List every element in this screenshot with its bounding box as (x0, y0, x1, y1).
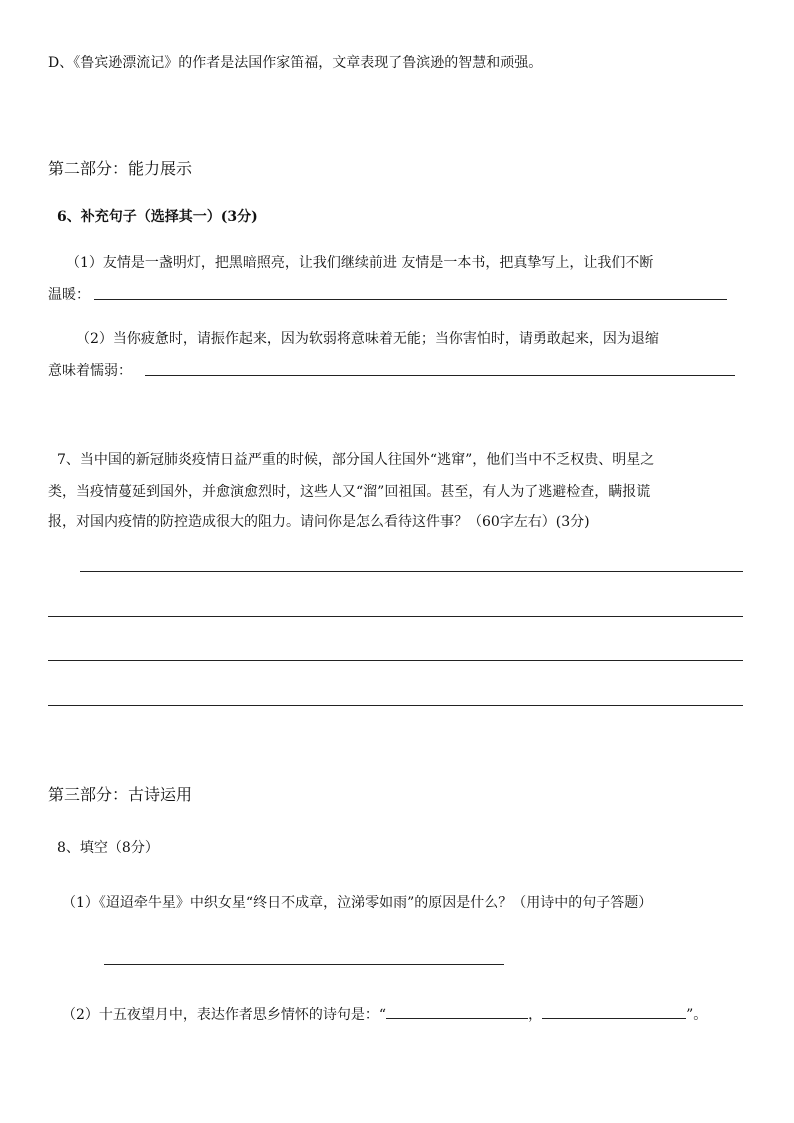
question-7-line-1: 7、当中国的新冠肺炎疫情日益严重的时候，部分国人往国外“逃窜”，他们当中不乏权贵、明星之 (57, 452, 655, 468)
q6-item-2-answer-line[interactable] (145, 375, 735, 376)
q8-item-1-answer-line[interactable] (104, 964, 504, 965)
q8-item-2-separator: ， (528, 1007, 543, 1023)
option-d: D、《鲁宾逊漂流记》的作者是法国作家笛福，文章表现了鲁滨逊的智慧和顽强。 (48, 55, 543, 71)
question-6-title: 6、补充句子（选择其一）(3分) (57, 209, 258, 225)
q7-answer-line-2[interactable] (48, 616, 743, 617)
q6-item-1-answer-line[interactable] (94, 299, 727, 300)
q8-item-2-prefix: （2）十五夜望月中，表达作者思乡情怀的诗句是：“ (62, 1007, 387, 1023)
q7-answer-line-1[interactable] (80, 571, 743, 572)
q8-item-2-blank-2[interactable] (542, 1004, 686, 1019)
q8-item-2 (62, 1004, 707, 1025)
q6-item-1-line-2: 温暖： (48, 287, 90, 303)
q8-item-2-blank-1[interactable] (386, 1004, 528, 1019)
question-7-line-3: 报，对国内疫情的防控造成很大的阻力。请问你是怎么看待这件事？（60字左右）(3分) (48, 514, 590, 530)
q7-answer-line-4[interactable] (48, 705, 743, 706)
q8-item-1: （1）《迢迢牵牛星》中织女星“终日不成章，泣涕零如雨”的原因是什么？（用诗中的句子答题） (62, 895, 653, 911)
q8-item-2-suffix: ”。 (686, 1007, 708, 1023)
question-8-title: 8、填空（8分） (57, 840, 159, 856)
part-2-heading: 第二部分：能力展示 (48, 159, 193, 178)
q7-answer-line-3[interactable] (48, 660, 743, 661)
q6-item-2-line-1: （2）当你疲惫时，请振作起来，因为软弱将意味着无能；当你害怕时，请勇敢起来，因为退缩 (76, 331, 659, 347)
q6-item-2-line-2: 意味着懦弱： (48, 363, 132, 379)
q6-item-1-line-1: （1）友情是一盏明灯，把黑暗照亮，让我们继续前进 友情是一本书，把真挚写上，让我们不断 (66, 255, 654, 271)
question-7-line-2: 类，当疫情蔓延到国外，并愈演愈烈时，这些人又“溜”回祖国。甚至，有人为了逃避检查，瞒报谎 (48, 484, 651, 500)
part-3-heading: 第三部分：古诗运用 (48, 785, 193, 804)
